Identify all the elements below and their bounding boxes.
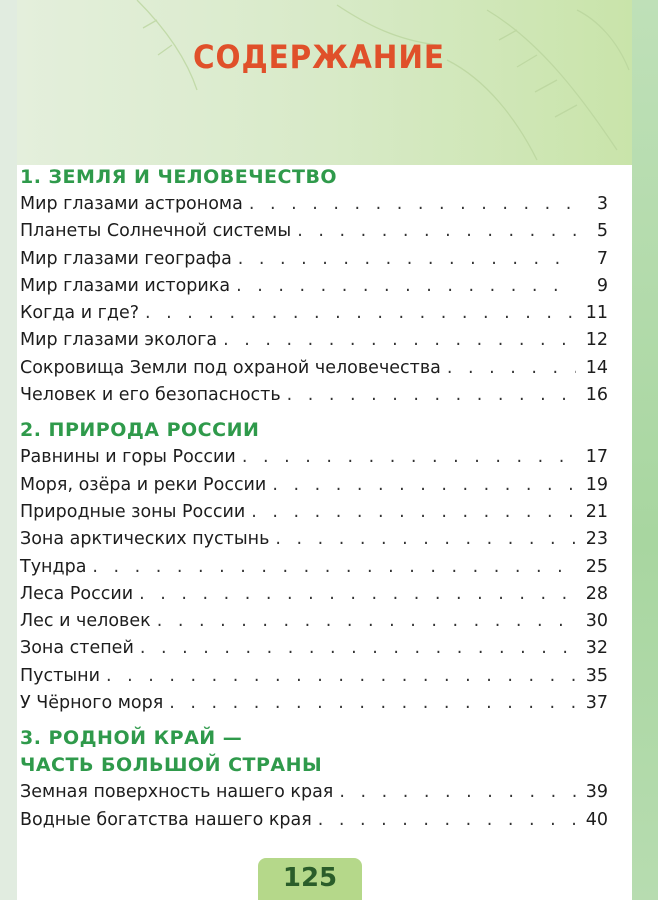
toc-entry-title: Моря, озёра и реки России <box>20 474 267 495</box>
dot-leader <box>318 807 576 834</box>
toc-entry-title: Леса России <box>20 583 134 604</box>
toc-entry-title: У Чёрного моря <box>20 693 164 714</box>
toc-entry[interactable] <box>20 608 608 635</box>
dot-leader <box>447 355 576 382</box>
toc-entry-title: Зона арктических пустынь <box>20 529 270 550</box>
toc-entry-title: Человек и его безопасность <box>20 385 281 406</box>
toc-entry-title: Пустыни <box>20 665 100 686</box>
toc-entry-title: Земная поверхность нашего края <box>20 782 334 803</box>
toc-entry-page: 23 <box>585 529 608 550</box>
toc-entry-page: 19 <box>585 474 608 495</box>
toc-entry-title: Планеты Солнечной системы <box>20 221 292 242</box>
dot-leader <box>275 526 576 553</box>
dot-leader <box>92 554 576 581</box>
toc-entry[interactable] <box>20 382 608 409</box>
toc-entry[interactable] <box>20 327 608 354</box>
toc-entry[interactable] <box>20 300 608 327</box>
section-heading-line-2: ЧАСТЬ БОЛЬШОЙ СТРАНЫ <box>20 754 323 777</box>
dot-leader <box>249 191 576 218</box>
toc-entry[interactable] <box>20 499 608 526</box>
toc-entry-title: Зона степей <box>20 638 134 659</box>
section-heading-line-1: 3. РОДНОЙ КРАЙ — <box>20 727 243 750</box>
dot-leader <box>145 300 576 327</box>
dot-leader <box>236 273 576 300</box>
decorative-side-strip <box>632 0 658 900</box>
toc-entry-title: Природные зоны России <box>20 501 246 522</box>
dot-leader <box>287 382 576 409</box>
dot-leader <box>297 218 576 245</box>
toc-entry-page: 21 <box>585 501 608 522</box>
toc-entry-title: Сокровища Земли под охраной человечества <box>20 357 441 378</box>
toc-entry-title: Когда и где? <box>20 303 139 324</box>
toc-entry-page: 12 <box>585 330 608 351</box>
section-heading: 1. ЗЕМЛЯ И ЧЕЛОВЕЧЕСТВО <box>20 166 338 188</box>
toc-entry-title: Водные богатства нашего края <box>20 809 312 830</box>
toc-entry[interactable] <box>20 526 608 553</box>
toc-entry[interactable] <box>20 444 608 471</box>
toc-entry[interactable] <box>20 218 608 245</box>
toc-entry[interactable] <box>20 779 608 806</box>
toc-entry[interactable] <box>20 663 608 690</box>
toc-entry-page: 7 <box>596 248 608 269</box>
dot-leader <box>223 327 576 354</box>
page-number: 125 <box>258 858 362 900</box>
dot-leader <box>238 246 576 273</box>
toc-entry[interactable] <box>20 246 608 273</box>
toc-entry[interactable] <box>20 472 608 499</box>
toc-entry-title: Мир глазами эколога <box>20 330 218 351</box>
toc-entry-page: 5 <box>596 221 608 242</box>
toc-entry-title: Равнины и горы России <box>20 447 236 468</box>
toc-entry[interactable] <box>20 635 608 662</box>
section-heading: 2. ПРИРОДА РОССИИ <box>20 419 260 442</box>
toc-entry-page: 28 <box>585 583 608 604</box>
leaf-pattern <box>17 0 632 165</box>
dot-leader <box>169 690 576 717</box>
toc-entry[interactable] <box>20 355 608 382</box>
toc-entry-page: 17 <box>585 447 608 468</box>
toc-entry-title: Мир глазами географа <box>20 248 232 269</box>
page-gutter <box>0 0 17 900</box>
toc-entry-page: 35 <box>585 665 608 686</box>
toc-entry-page: 30 <box>585 611 608 632</box>
toc-entry-page: 39 <box>585 782 608 803</box>
toc-entry-page: 25 <box>585 556 608 577</box>
toc-entry-title: Тундра <box>20 556 87 577</box>
toc-entry-page: 11 <box>585 303 608 324</box>
table-of-contents <box>20 164 608 834</box>
toc-entry-title: Мир глазами историка <box>20 275 231 296</box>
toc-entry[interactable] <box>20 690 608 717</box>
toc-entry-title: Лес и человек <box>20 611 151 632</box>
toc-entry-page: 40 <box>585 809 608 830</box>
toc-entry-page: 32 <box>585 638 608 659</box>
dot-leader <box>272 472 576 499</box>
dot-leader <box>339 779 576 806</box>
toc-entry-page: 16 <box>585 385 608 406</box>
toc-entry[interactable] <box>20 807 608 834</box>
toc-entry-page: 14 <box>585 357 608 378</box>
toc-entry-page: 9 <box>596 275 608 296</box>
dot-leader <box>251 499 576 526</box>
dot-leader <box>140 635 576 662</box>
toc-entry[interactable] <box>20 273 608 300</box>
header-panel <box>17 0 632 165</box>
toc-entry[interactable] <box>20 191 608 218</box>
dot-leader <box>106 663 576 690</box>
toc-entry[interactable] <box>20 554 608 581</box>
dot-leader <box>157 608 576 635</box>
toc-entry-page: 3 <box>596 194 608 214</box>
dot-leader <box>139 581 576 608</box>
dot-leader <box>242 444 576 471</box>
toc-entry-title: Мир глазами астронома <box>20 194 243 214</box>
toc-entry-page: 37 <box>585 693 608 714</box>
toc-entry[interactable] <box>20 581 608 608</box>
page-title: СОДЕРЖАНИЕ <box>193 38 445 76</box>
